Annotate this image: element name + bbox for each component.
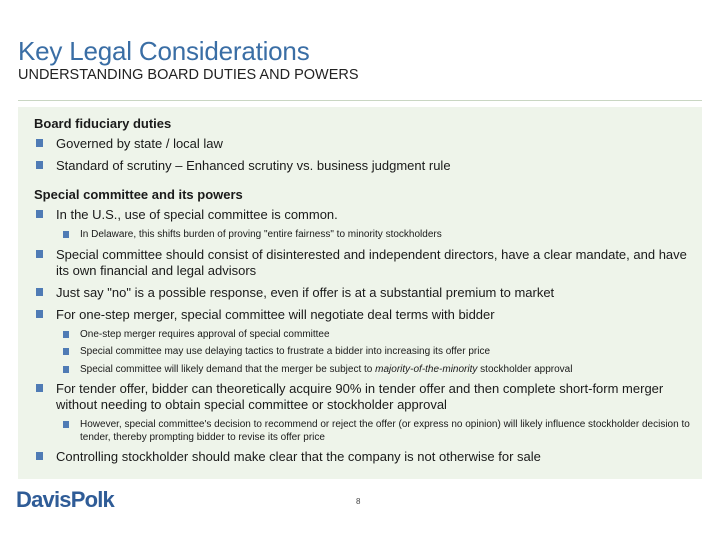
sub-bullet-item: However, special committee's decision to recommend or reject the offer (or express no opinion) will likely influence stockholder decision to tender, thereby prompting bidder to revise its offer price bbox=[34, 419, 694, 444]
square-bullet-icon bbox=[63, 366, 69, 373]
section-heading: Special committee and its powers bbox=[34, 187, 243, 202]
page-number: 8 bbox=[356, 497, 361, 506]
content-panel bbox=[18, 107, 702, 479]
title-divider bbox=[18, 100, 702, 101]
square-bullet-icon bbox=[36, 288, 43, 296]
bullet-item: For one-step merger, special committee will negotiate deal terms with bidder bbox=[34, 307, 694, 323]
square-bullet-icon bbox=[36, 310, 43, 318]
davis-polk-logo: DavisPolk bbox=[16, 487, 114, 512]
slide-title: Key Legal Considerations bbox=[18, 36, 310, 66]
section-heading: Board fiduciary duties bbox=[34, 116, 172, 131]
square-bullet-icon bbox=[63, 231, 69, 238]
square-bullet-icon bbox=[36, 139, 43, 147]
square-bullet-icon bbox=[36, 250, 43, 258]
bullet-item: Governed by state / local law bbox=[34, 136, 694, 152]
bullet-item: Controlling stockholder should make clear that the company is not otherwise for sale bbox=[34, 449, 694, 465]
sub-bullet-item: In Delaware, this shifts burden of proving "entire fairness" to minority stockholders bbox=[34, 229, 694, 242]
square-bullet-icon bbox=[63, 348, 69, 355]
slide-subtitle: UNDERSTANDING BOARD DUTIES AND POWERS bbox=[18, 67, 359, 83]
square-bullet-icon bbox=[36, 384, 43, 392]
bullet-item: For tender offer, bidder can theoretically acquire 90% in tender offer and then complete short-form merger without needing to obtain special committee or stockholder approval bbox=[34, 381, 694, 413]
bullet-item: Standard of scrutiny – Enhanced scrutiny vs. business judgment rule bbox=[34, 158, 694, 174]
square-bullet-icon bbox=[63, 331, 69, 338]
sub-bullet-item: Special committee may use delaying tactics to frustrate a bidder into increasing its offer price bbox=[34, 346, 694, 359]
sub-bullet-item: Special committee will likely demand that the merger be subject to majority-of-the-minority stockholder approval bbox=[34, 364, 694, 377]
square-bullet-icon bbox=[36, 161, 43, 169]
sub-bullet-item: One-step merger requires approval of special committee bbox=[34, 329, 694, 342]
square-bullet-icon bbox=[63, 421, 69, 428]
bullet-item: Special committee should consist of disinterested and independent directors, have a clear mandate, and have its own financial and legal advisors bbox=[34, 247, 694, 279]
bullet-item: Just say "no" is a possible response, even if offer is at a substantial premium to market bbox=[34, 285, 694, 301]
square-bullet-icon bbox=[36, 452, 43, 460]
bullet-item: In the U.S., use of special committee is common. bbox=[34, 207, 694, 223]
square-bullet-icon bbox=[36, 210, 43, 218]
